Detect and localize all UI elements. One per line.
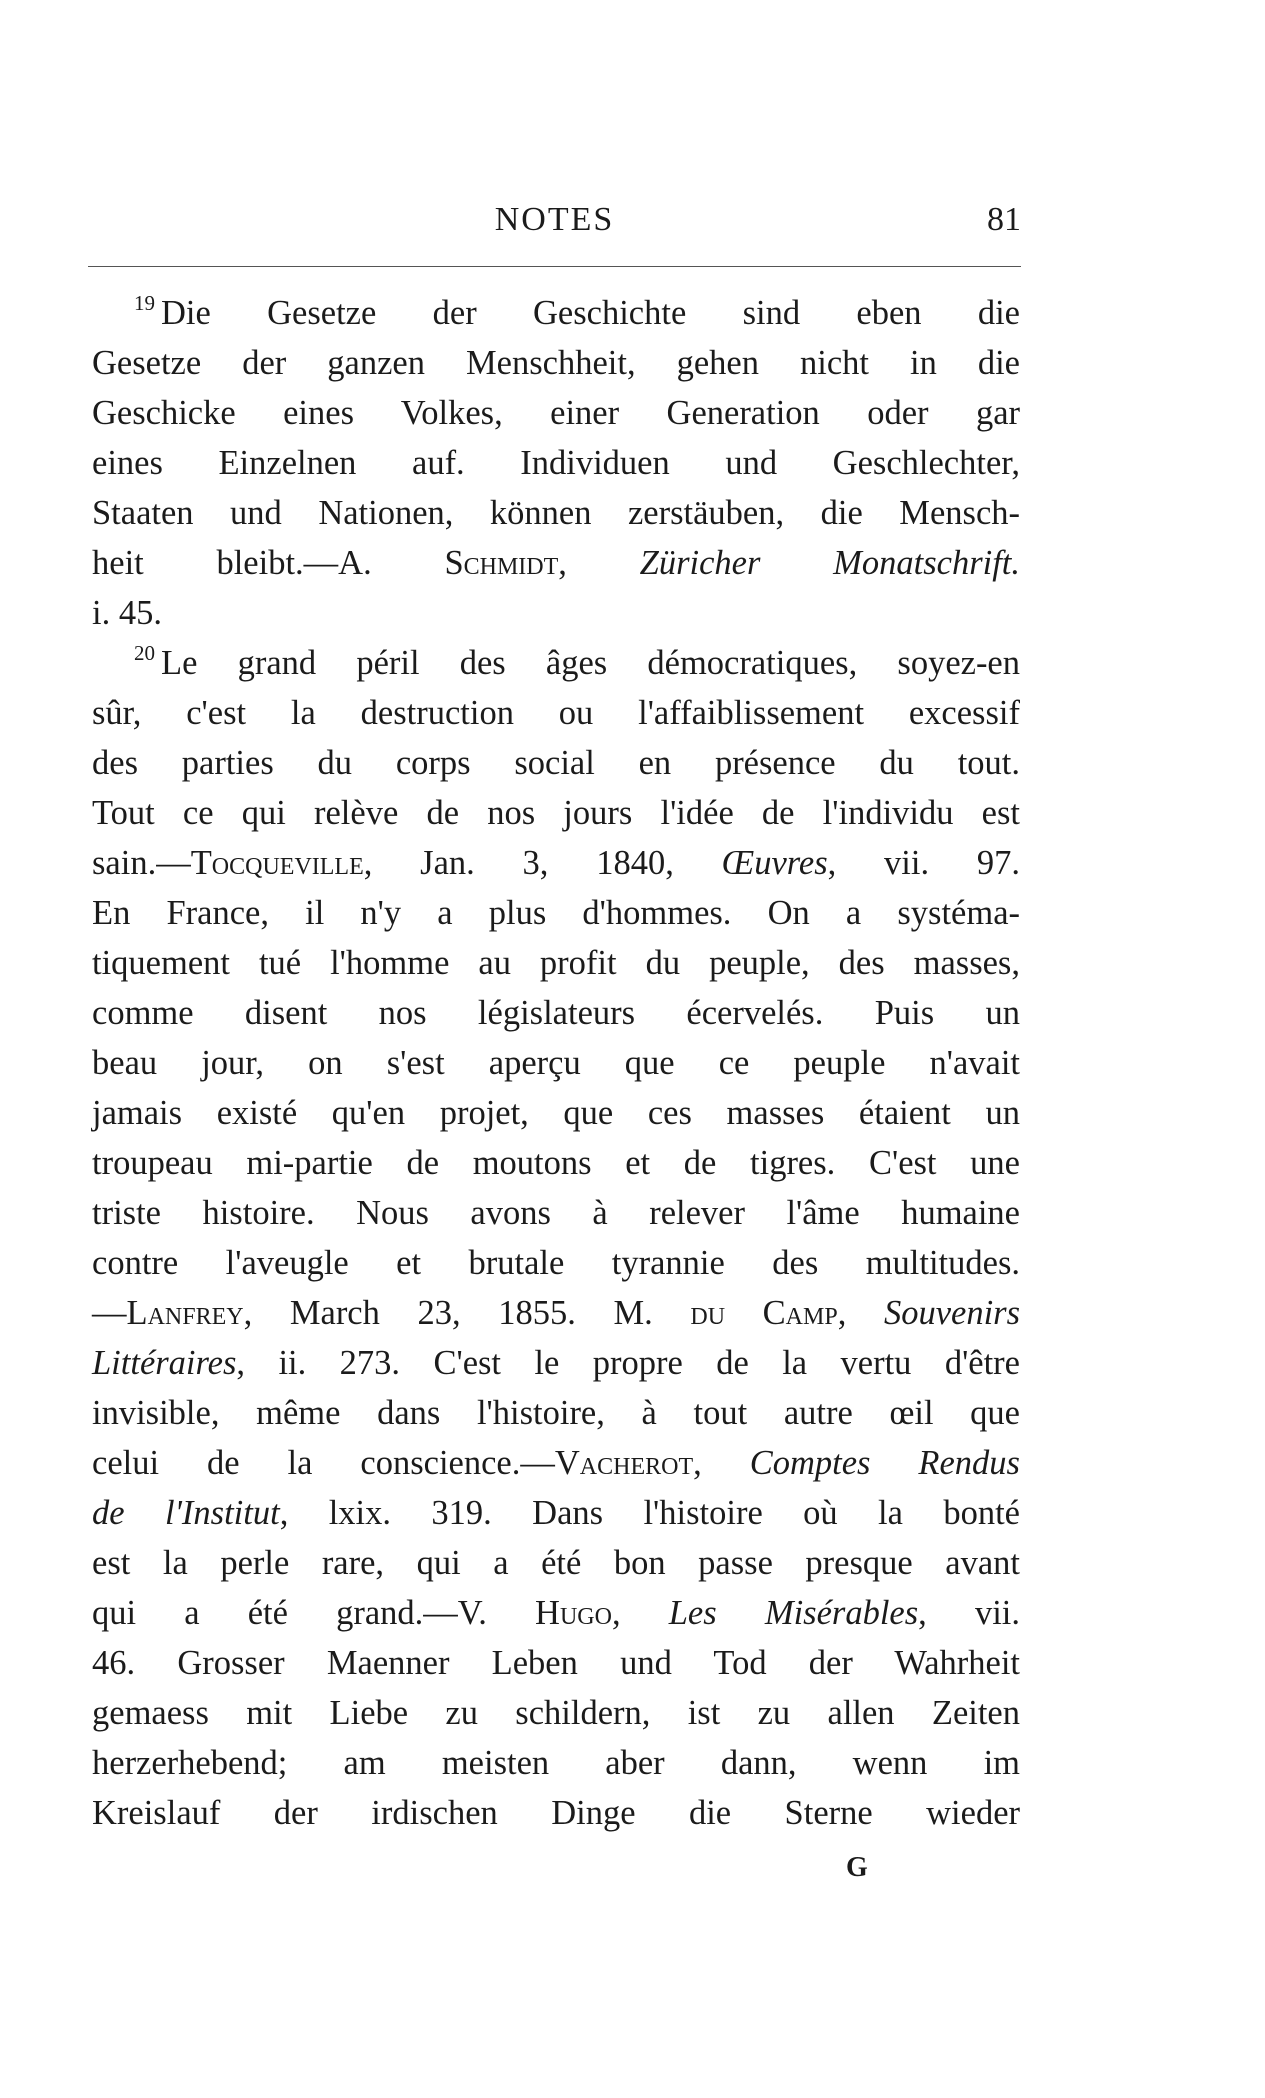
header-rule xyxy=(88,266,1021,267)
text-line: triste histoire. Nous avons à relever l'âme humaine xyxy=(92,1194,1020,1232)
work-title: Œuvres xyxy=(721,844,828,882)
footnote-20 xyxy=(92,638,1020,1838)
text-line: $^{19}$ Die Gesetze der Geschichte sind eben die xyxy=(134,291,1020,332)
text-line: Gesetze der ganzen Menschheit, gehen nicht in die xyxy=(92,344,1020,382)
text-line: comme disent nos législateurs écervelés. Puis un xyxy=(92,994,1020,1032)
text-line: celui de la conscience.—Vacherot, Comptes Rendus xyxy=(92,1444,1020,1482)
work-title: Comptes Rendus xyxy=(749,1444,1020,1482)
notes-body xyxy=(92,288,1020,1838)
text-line: $^{20}$ Le grand péril des âges démocratiques, soyez-en xyxy=(134,641,1020,682)
text-line: sûr, c'est la destruction ou l'affaiblissement excessif xyxy=(92,694,1020,732)
footnote-number: 19 xyxy=(134,291,155,315)
work-title: de l'Institut xyxy=(92,1494,280,1532)
text-line: Tout ce qui relève de nos jours l'idée de l'individu est xyxy=(92,794,1020,832)
author-name: Hugo xyxy=(535,1594,612,1632)
footnote-19 xyxy=(92,288,1020,638)
running-head: NOTES xyxy=(494,201,615,238)
text-line: contre l'aveugle et brutale tyrannie des multitudes. xyxy=(92,1244,1020,1282)
text-line: tiquement tué l'homme au profit du peuple, des masses, xyxy=(92,944,1020,982)
text-line: beau jour, on s'est aperçu que ce peuple n'avait xyxy=(92,1044,1020,1082)
text-line: de l'Institut, lxix. 319. Dans l'histoire où la bonté xyxy=(92,1494,1020,1532)
page-header xyxy=(88,198,1021,258)
text-line: En France, il n'y a plus d'hommes. On a systéma- xyxy=(92,894,1020,932)
author-name: Lanfrey xyxy=(126,1294,244,1332)
signature-mark: G xyxy=(846,1852,868,1883)
work-title: Souvenirs xyxy=(883,1294,1021,1332)
text-line: qui a été grand.—V. Hugo, Les Misérables, vii. xyxy=(92,1594,1020,1632)
text-line: Geschicke eines Volkes, einer Generation oder gar xyxy=(92,394,1020,432)
text-line: heit bleibt.—A. Schmidt, Züricher Monatschrift. xyxy=(92,544,1021,582)
text-line: gemaess mit Liebe zu schildern, ist zu allen Zeiten xyxy=(92,1694,1020,1732)
text-line: 46. Grosser Maenner Leben und Tod der Wahrheit xyxy=(92,1644,1020,1682)
text-line: —Lanfrey, March 23, 1855. M. du Camp, Souvenirs xyxy=(92,1294,1021,1332)
text-line: des parties du corps social en présence du tout. xyxy=(92,744,1020,782)
work-title: Littéraires xyxy=(92,1344,237,1382)
text-line: Staaten und Nationen, können zerstäuben, die Mensch- xyxy=(92,494,1020,532)
text-line: Kreislauf der irdischen Dinge die Sterne wieder xyxy=(92,1794,1020,1832)
footnote-number: 20 xyxy=(134,641,155,665)
text-line: est la perle rare, qui a été bon passe presque avant xyxy=(92,1544,1020,1582)
text-line: Littéraires, ii. 273. C'est le propre de la vertu d'être xyxy=(92,1344,1020,1382)
author-name: Schmidt xyxy=(444,544,559,582)
text-line: i. 45. xyxy=(92,594,162,632)
text-line: invisible, même dans l'histoire, à tout autre œil que xyxy=(92,1394,1020,1432)
author-name: Vacherot xyxy=(554,1444,694,1482)
work-title: Züricher Monatschrift. xyxy=(639,544,1021,582)
text-line: troupeau mi-partie de moutons et de tigres. C'est une xyxy=(92,1144,1020,1182)
text-line: herzerhebend; am meisten aber dann, wenn im xyxy=(92,1744,1020,1782)
text-line: sain.—Tocqueville, Jan. 3, 1840, Œuvres, vii. 97. xyxy=(92,844,1020,882)
page-number: 81 xyxy=(987,201,1021,238)
text-line: eines Einzelnen auf. Individuen und Geschlechter, xyxy=(92,444,1020,482)
author-name: Tocqueville xyxy=(190,844,364,882)
work-title: Les Misérables xyxy=(668,1594,919,1632)
author-name: M. du Camp xyxy=(613,1294,838,1332)
text-line: jamais existé qu'en projet, que ces masses étaient un xyxy=(92,1094,1020,1132)
